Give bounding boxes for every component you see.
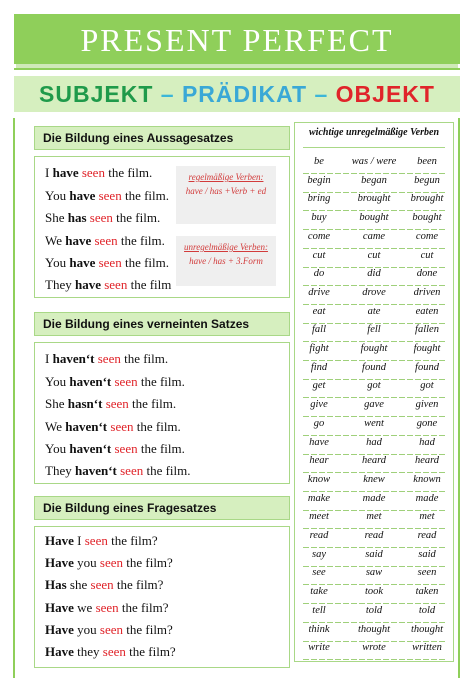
sentence-negation-3: She hasn‘t seen the film. xyxy=(45,396,177,411)
verb-row xyxy=(295,418,455,436)
verb-participle: fallen xyxy=(415,324,439,336)
sentence-question-1: Have I seen the film? xyxy=(45,533,158,548)
verb-past: heard xyxy=(361,455,387,467)
verb-past: went xyxy=(364,417,384,429)
verb-infinitive: bring xyxy=(307,193,331,205)
verb-past: took xyxy=(364,586,384,598)
note-irregular-title: unregelmäßige Verben: xyxy=(184,242,268,252)
verb-participle: bought xyxy=(412,212,442,224)
sentence-question-6: Have they seen the film? xyxy=(45,644,176,659)
svo-subject: SUBJEKT xyxy=(39,81,154,107)
verb-row xyxy=(295,212,455,230)
verb-infinitive: hear xyxy=(309,455,329,467)
section-heading-negation: Die Bildung eines verneinten Satzes xyxy=(34,312,290,336)
verb-row xyxy=(295,287,455,305)
verb-past: had xyxy=(366,436,382,448)
verb-participle: cut xyxy=(420,249,434,261)
sentence-statement-4: We have seen the film. xyxy=(45,233,165,248)
verb-past: did xyxy=(367,268,381,280)
verb-infinitive: give xyxy=(310,399,328,411)
verb-past: knew xyxy=(363,473,385,485)
verb-infinitive: drive xyxy=(308,286,330,298)
verb-infinitive: do xyxy=(313,268,325,280)
verb-infinitive: know xyxy=(307,473,331,485)
verb-row xyxy=(295,511,455,529)
sentence-question-3: Has she seen the film? xyxy=(45,577,164,592)
sentence-negation-1: I haven‘t seen the film. xyxy=(45,351,169,366)
verb-past: got xyxy=(367,380,381,392)
section-heading-question: Die Bildung eines Fragesatzes xyxy=(34,496,290,520)
note-irregular-formula: have / has + 3.Form xyxy=(189,256,263,266)
verb-past: saw xyxy=(365,567,383,579)
verb-participle: written xyxy=(412,642,442,654)
verb-participle: made xyxy=(415,492,439,504)
sentence-statement-1: I have seen the film. xyxy=(45,165,153,180)
verb-participle: brought xyxy=(410,193,444,205)
verb-infinitive: read xyxy=(309,530,329,541)
section-heading-statement: Die Bildung eines Aussagesatzes xyxy=(34,126,290,150)
note-irregular-verbs xyxy=(176,236,276,286)
sentence-question-5: Have you seen the film? xyxy=(45,622,173,637)
verb-participle: got xyxy=(420,380,434,392)
verb-row xyxy=(295,399,455,417)
verb-row xyxy=(295,306,455,324)
verb-past: told xyxy=(365,604,383,616)
verb-past: met xyxy=(366,511,382,523)
verb-row xyxy=(295,437,455,455)
verb-infinitive: think xyxy=(308,623,330,635)
verb-row xyxy=(295,530,455,548)
sentence-negation-2: You haven‘t seen the film. xyxy=(45,374,185,389)
verb-participle: thought xyxy=(410,623,444,635)
verb-past: fell xyxy=(367,324,381,336)
verb-past: said xyxy=(365,548,383,560)
verb-table-title: wichtige unregelmäßige Verben xyxy=(309,127,439,138)
verb-past: read xyxy=(364,530,384,541)
verb-infinitive: make xyxy=(307,492,331,504)
section-box-question xyxy=(34,526,290,668)
verb-row xyxy=(295,343,455,361)
note-regular-formula: have / has +Verb + ed xyxy=(185,186,267,196)
verb-infinitive: say xyxy=(312,548,326,560)
verb-infinitive: go xyxy=(313,417,325,429)
page-title: PRESENT PERFECT xyxy=(80,22,394,58)
sentence-question-4: Have we seen the film? xyxy=(45,600,169,615)
verb-row xyxy=(295,624,455,642)
verb-participle: done xyxy=(416,268,438,280)
verb-past: began xyxy=(361,174,387,186)
note-regular-verbs xyxy=(176,166,276,224)
verb-infinitive: be xyxy=(314,156,324,167)
verb-past: was / were xyxy=(351,156,397,167)
verb-past: found xyxy=(362,361,386,373)
verb-infinitive: begin xyxy=(307,174,331,186)
verb-infinitive: come xyxy=(307,230,331,242)
verb-participle: told xyxy=(418,604,436,616)
verb-participle: gone xyxy=(416,417,438,429)
verb-participle: heard xyxy=(414,455,440,467)
verb-past: cut xyxy=(367,249,381,261)
verb-row xyxy=(295,231,455,249)
verb-infinitive: find xyxy=(310,361,328,373)
verb-participle: met xyxy=(419,511,435,523)
verb-past: fought xyxy=(360,343,388,354)
verb-row xyxy=(295,549,455,567)
verb-participle: been xyxy=(417,156,437,167)
verb-participle: come xyxy=(415,230,439,242)
verb-infinitive: take xyxy=(310,586,328,598)
verb-row xyxy=(295,474,455,492)
verb-past: brought xyxy=(357,193,391,205)
verb-participle: known xyxy=(413,473,441,485)
verb-infinitive: get xyxy=(312,380,326,392)
verb-participle: begun xyxy=(414,174,440,186)
verb-row xyxy=(295,642,455,660)
verb-row xyxy=(295,156,455,174)
svo-dash-1: – xyxy=(160,81,175,107)
verb-infinitive: meet xyxy=(309,511,329,523)
verb-row xyxy=(295,605,455,623)
verb-past: drove xyxy=(362,286,386,298)
verb-infinitive: eat xyxy=(312,305,326,317)
sentence-statement-3: She has seen the film. xyxy=(45,210,161,225)
left-border-line xyxy=(13,118,15,678)
verb-participle: eaten xyxy=(415,305,439,317)
sentence-negation-6: They haven‘t seen the film. xyxy=(45,463,191,478)
verb-participle: seen xyxy=(417,567,437,579)
verb-past: gave xyxy=(364,399,384,411)
verb-infinitive: tell xyxy=(312,604,326,616)
verb-row xyxy=(295,455,455,473)
title-banner xyxy=(14,14,460,64)
verb-row xyxy=(295,193,455,211)
verb-row xyxy=(295,380,455,398)
svo-object: OBJEKT xyxy=(335,81,435,107)
note-regular-title: regelmäßige Verben: xyxy=(188,172,264,182)
verb-row xyxy=(295,362,455,380)
sentence-question-2: Have you seen the film? xyxy=(45,555,173,570)
verb-participle: driven xyxy=(413,286,441,298)
verb-past: thought xyxy=(357,623,391,635)
irregular-verbs-table xyxy=(294,122,454,662)
section-box-negation xyxy=(34,342,290,484)
verb-participle: read xyxy=(417,530,437,541)
sentence-statement-2: You have seen the film. xyxy=(45,188,169,203)
verb-participle: found xyxy=(415,361,439,373)
verb-past: came xyxy=(362,230,386,242)
verb-participle: given xyxy=(415,399,439,411)
verb-participle: taken xyxy=(415,586,439,598)
verb-table-separator xyxy=(303,147,445,148)
verb-row xyxy=(295,567,455,585)
verb-row xyxy=(295,493,455,511)
verb-infinitive: buy xyxy=(311,212,327,224)
svo-dash-2: – xyxy=(314,81,329,107)
verb-row xyxy=(295,175,455,193)
verb-row xyxy=(295,324,455,342)
verb-infinitive: write xyxy=(308,642,330,654)
verb-infinitive: fight xyxy=(309,343,329,354)
verb-row xyxy=(295,586,455,604)
svo-predicate: PRÄDIKAT xyxy=(181,81,308,107)
verb-past: bought xyxy=(359,212,389,224)
verb-past: ate xyxy=(367,305,381,317)
verb-participle: fought xyxy=(413,343,441,354)
verb-participle: said xyxy=(418,548,436,560)
verb-infinitive: see xyxy=(312,567,326,579)
verb-infinitive: have xyxy=(309,436,329,448)
sentence-negation-4: We haven‘t seen the film. xyxy=(45,419,181,434)
verb-past: wrote xyxy=(362,642,386,654)
verb-participle: had xyxy=(419,436,435,448)
title-underline xyxy=(14,68,460,70)
svo-band xyxy=(14,76,460,112)
sentence-negation-5: You haven‘t seen the film. xyxy=(45,441,185,456)
right-border-line xyxy=(458,118,460,678)
verb-row xyxy=(295,250,455,268)
verb-past: made xyxy=(362,492,386,504)
verb-row xyxy=(295,268,455,286)
verb-infinitive: fall xyxy=(311,324,326,336)
sentence-statement-5: You have seen the film. xyxy=(45,255,169,270)
verb-infinitive: cut xyxy=(312,249,326,261)
sentence-statement-6: They have seen the film xyxy=(45,277,172,292)
